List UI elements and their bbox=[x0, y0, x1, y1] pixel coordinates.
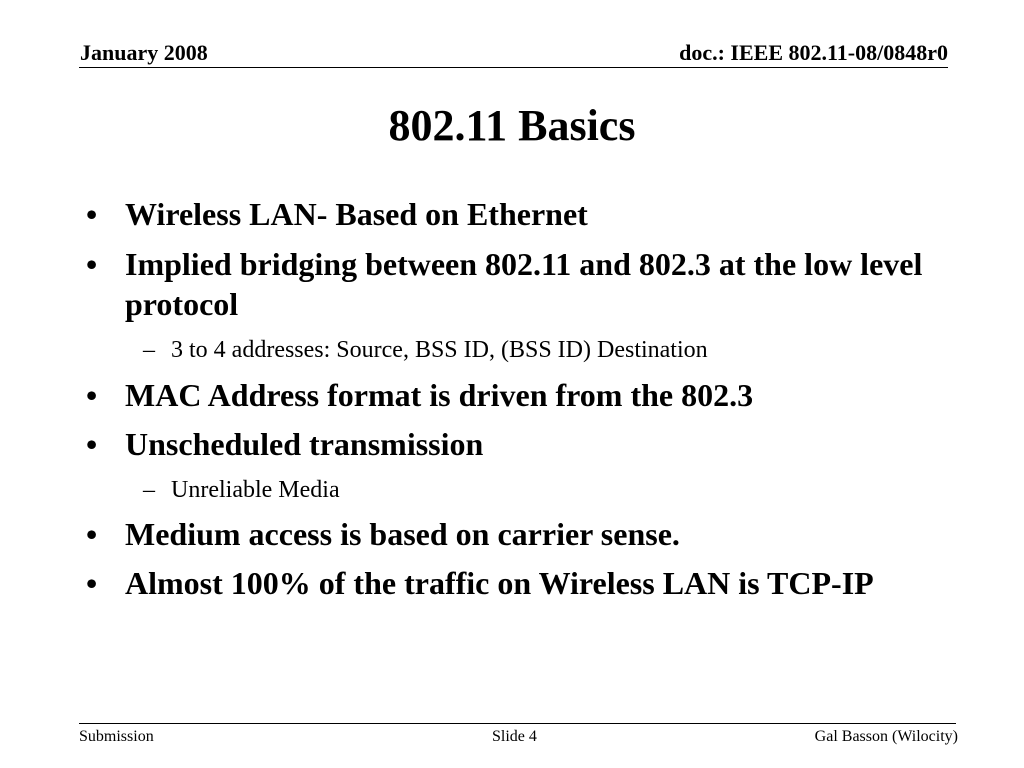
bullet-marker: • bbox=[86, 426, 98, 462]
sub-bullet-marker: – bbox=[143, 477, 155, 503]
sub-bullet-item: 3 to 4 addresses: Source, BSS ID, (BSS ID) Destination bbox=[171, 337, 708, 363]
bullet-item: Wireless LAN- Based on Ethernet bbox=[125, 196, 588, 232]
bullet-marker: • bbox=[86, 377, 98, 413]
sub-bullet-item: Unreliable Media bbox=[171, 477, 340, 503]
bullet-item: Implied bridging between 802.11 and 802.3 at the low level protocol bbox=[125, 246, 923, 322]
footer-submission: Submission bbox=[79, 728, 154, 745]
bullet-marker: • bbox=[86, 246, 98, 282]
header-doc-id: doc.: IEEE 802.11-08/0848r0 bbox=[679, 40, 948, 65]
footer-slide-number: Slide 4 bbox=[492, 728, 537, 745]
bullet-item: Medium access is based on carrier sense. bbox=[125, 516, 680, 552]
bullet-item: MAC Address format is driven from the 802.3 bbox=[125, 377, 754, 413]
slide-title: 802.11 Basics bbox=[388, 101, 636, 150]
bullet-marker: • bbox=[86, 196, 98, 232]
bullet-marker: • bbox=[86, 516, 98, 552]
bullet-item: Unscheduled transmission bbox=[125, 426, 484, 462]
sub-bullet-marker: – bbox=[143, 337, 155, 363]
footer-divider bbox=[79, 723, 956, 724]
bullet-marker: • bbox=[86, 565, 98, 601]
header-date: January 2008 bbox=[80, 40, 208, 65]
footer-author: Gal Basson (Wilocity) bbox=[814, 728, 958, 745]
bullet-item: Almost 100% of the traffic on Wireless LAN is TCP-IP bbox=[125, 565, 874, 601]
